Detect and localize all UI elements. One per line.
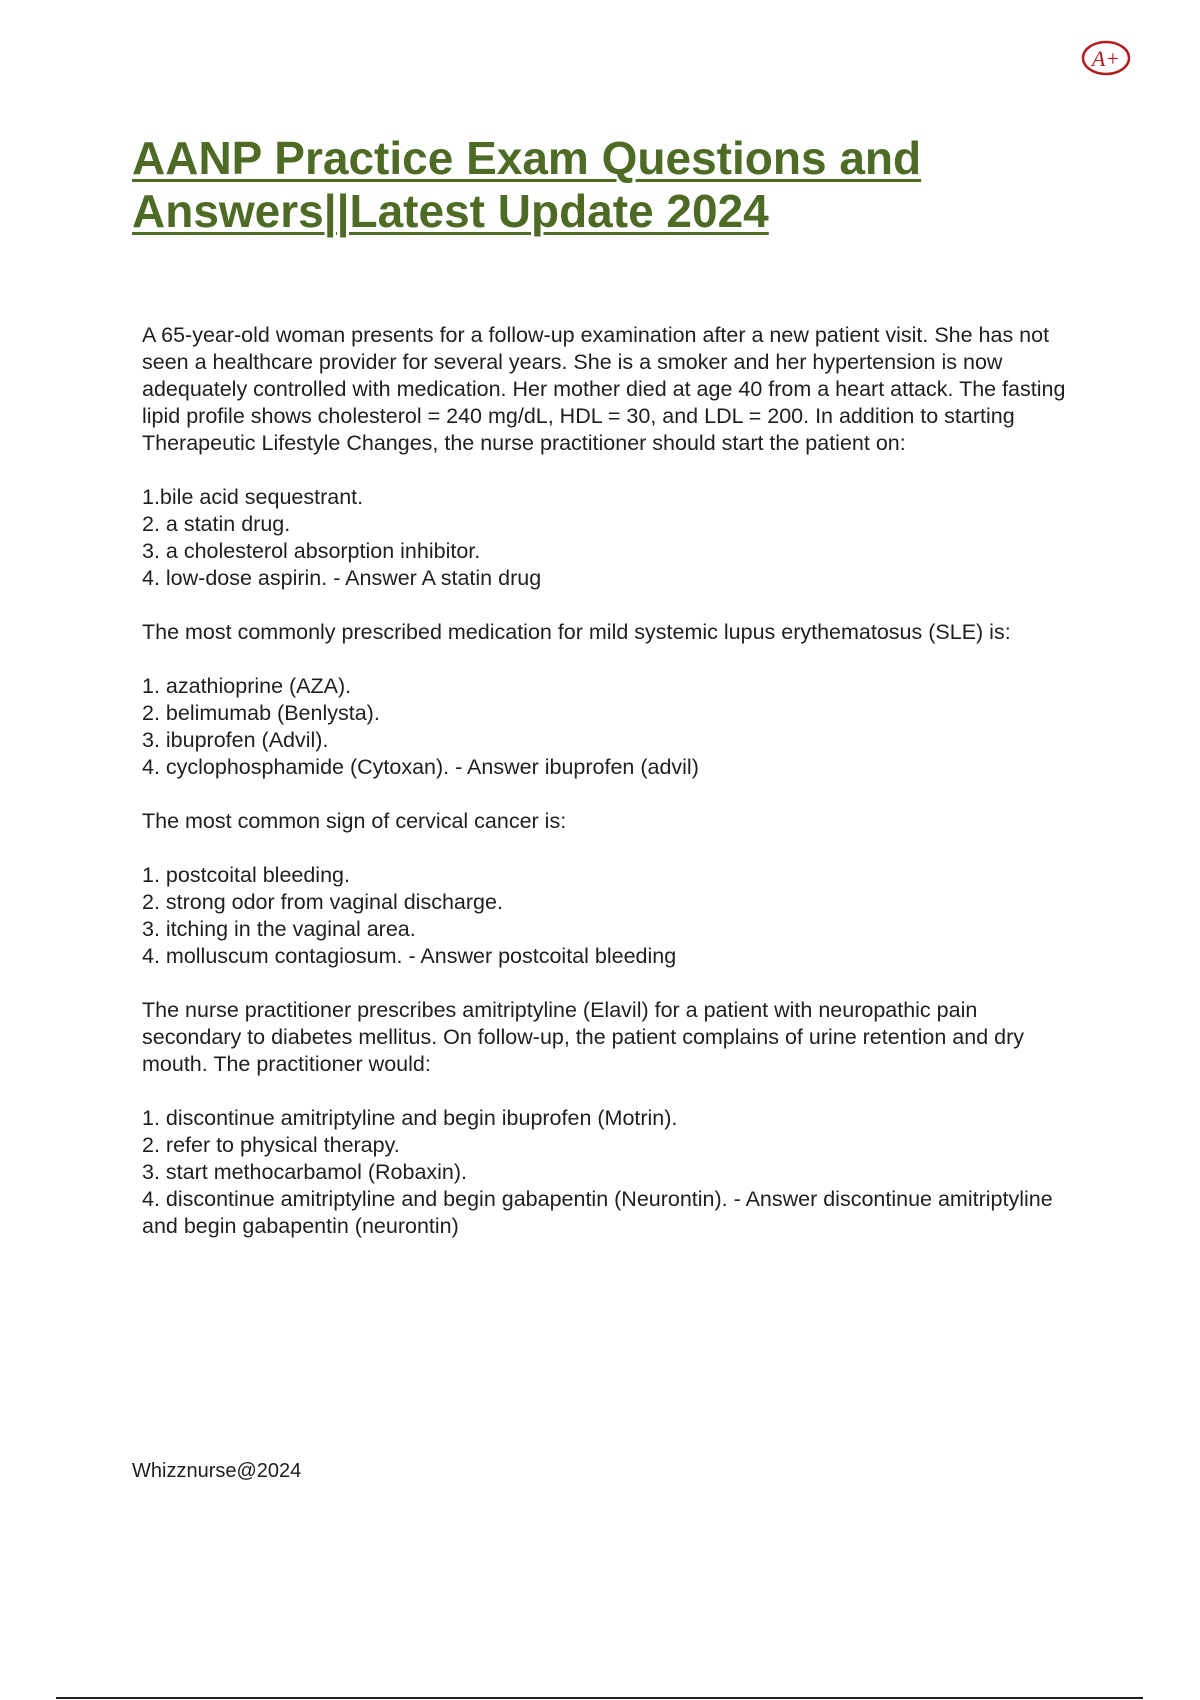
question-prompt: The most common sign of cervical cancer is: [142,809,567,833]
option-item: 2. belimumab (Benlysta). [142,701,380,725]
badge-text: A+ [1091,46,1121,71]
option-item: 3. ibuprofen (Advil). [142,728,329,752]
answer-options [142,862,1072,970]
option-item: 1.bile acid sequestrant. [142,485,364,509]
question-prompt: The nurse practitioner prescribes amitriptyline (Elavil) for a patient with neuropathic pain secondary to diabetes mellitus. On follow-up, the patient complains of urine retention and dry mouth. The practitioner would: [142,998,1024,1076]
answer-options [142,673,1072,781]
footer-copyright: Whizznurse@2024 [132,1460,302,1482]
question-1 [142,322,1072,592]
option-item: 4. molluscum contagiosum. - Answer postcoital bleeding [142,944,677,968]
grade-badge [1080,38,1132,78]
a-plus-icon [1080,38,1132,78]
option-item: 3. itching in the vaginal area. [142,917,416,941]
option-item: 1. postcoital bleeding. [142,863,350,887]
answer-options [142,1105,1072,1240]
option-item: 3. a cholesterol absorption inhibitor. [142,539,481,563]
document-title: AANP Practice Exam Questions and Answers||Latest Update 2024 [132,132,922,237]
answer-options [142,484,1072,592]
option-item: 4. discontinue amitriptyline and begin gabapentin (Neurontin). - Answer discontinue amitriptyline and begin gabapentin (neurontin) [142,1187,1053,1238]
option-item: 4. cyclophosphamide (Cytoxan). - Answer ibuprofen (advil) [142,755,699,779]
option-item: 2. refer to physical therapy. [142,1133,400,1157]
question-list [142,322,1072,1267]
option-item: 4. low-dose aspirin. - Answer A statin drug [142,566,542,590]
question-3 [142,808,1072,970]
page-bottom-divider [56,1697,1143,1699]
question-2 [142,619,1072,781]
option-item: 2. strong odor from vaginal discharge. [142,890,503,914]
option-item: 1. discontinue amitriptyline and begin ibuprofen (Motrin). [142,1106,678,1130]
option-item: 2. a statin drug. [142,512,291,536]
question-prompt: A 65-year-old woman presents for a follow-up examination after a new patient visit. She has not seen a healthcare provider for several years. She is a smoker and her hypertension is now adequately controlled with medication. Her mother died at age 40 from a heart attack. The fasting lipid profile shows cholesterol = 240 mg/dL, HDL = 30, and LDL = 200. In addition to starting Therapeutic Lifestyle Changes, the nurse practitioner should start the patient on: [142,323,1066,455]
option-item: 1. azathioprine (AZA). [142,674,352,698]
option-item: 3. start methocarbamol (Robaxin). [142,1160,468,1184]
question-4 [142,997,1072,1240]
question-prompt: The most commonly prescribed medication for mild systemic lupus erythematosus (SLE) is: [142,620,1011,644]
